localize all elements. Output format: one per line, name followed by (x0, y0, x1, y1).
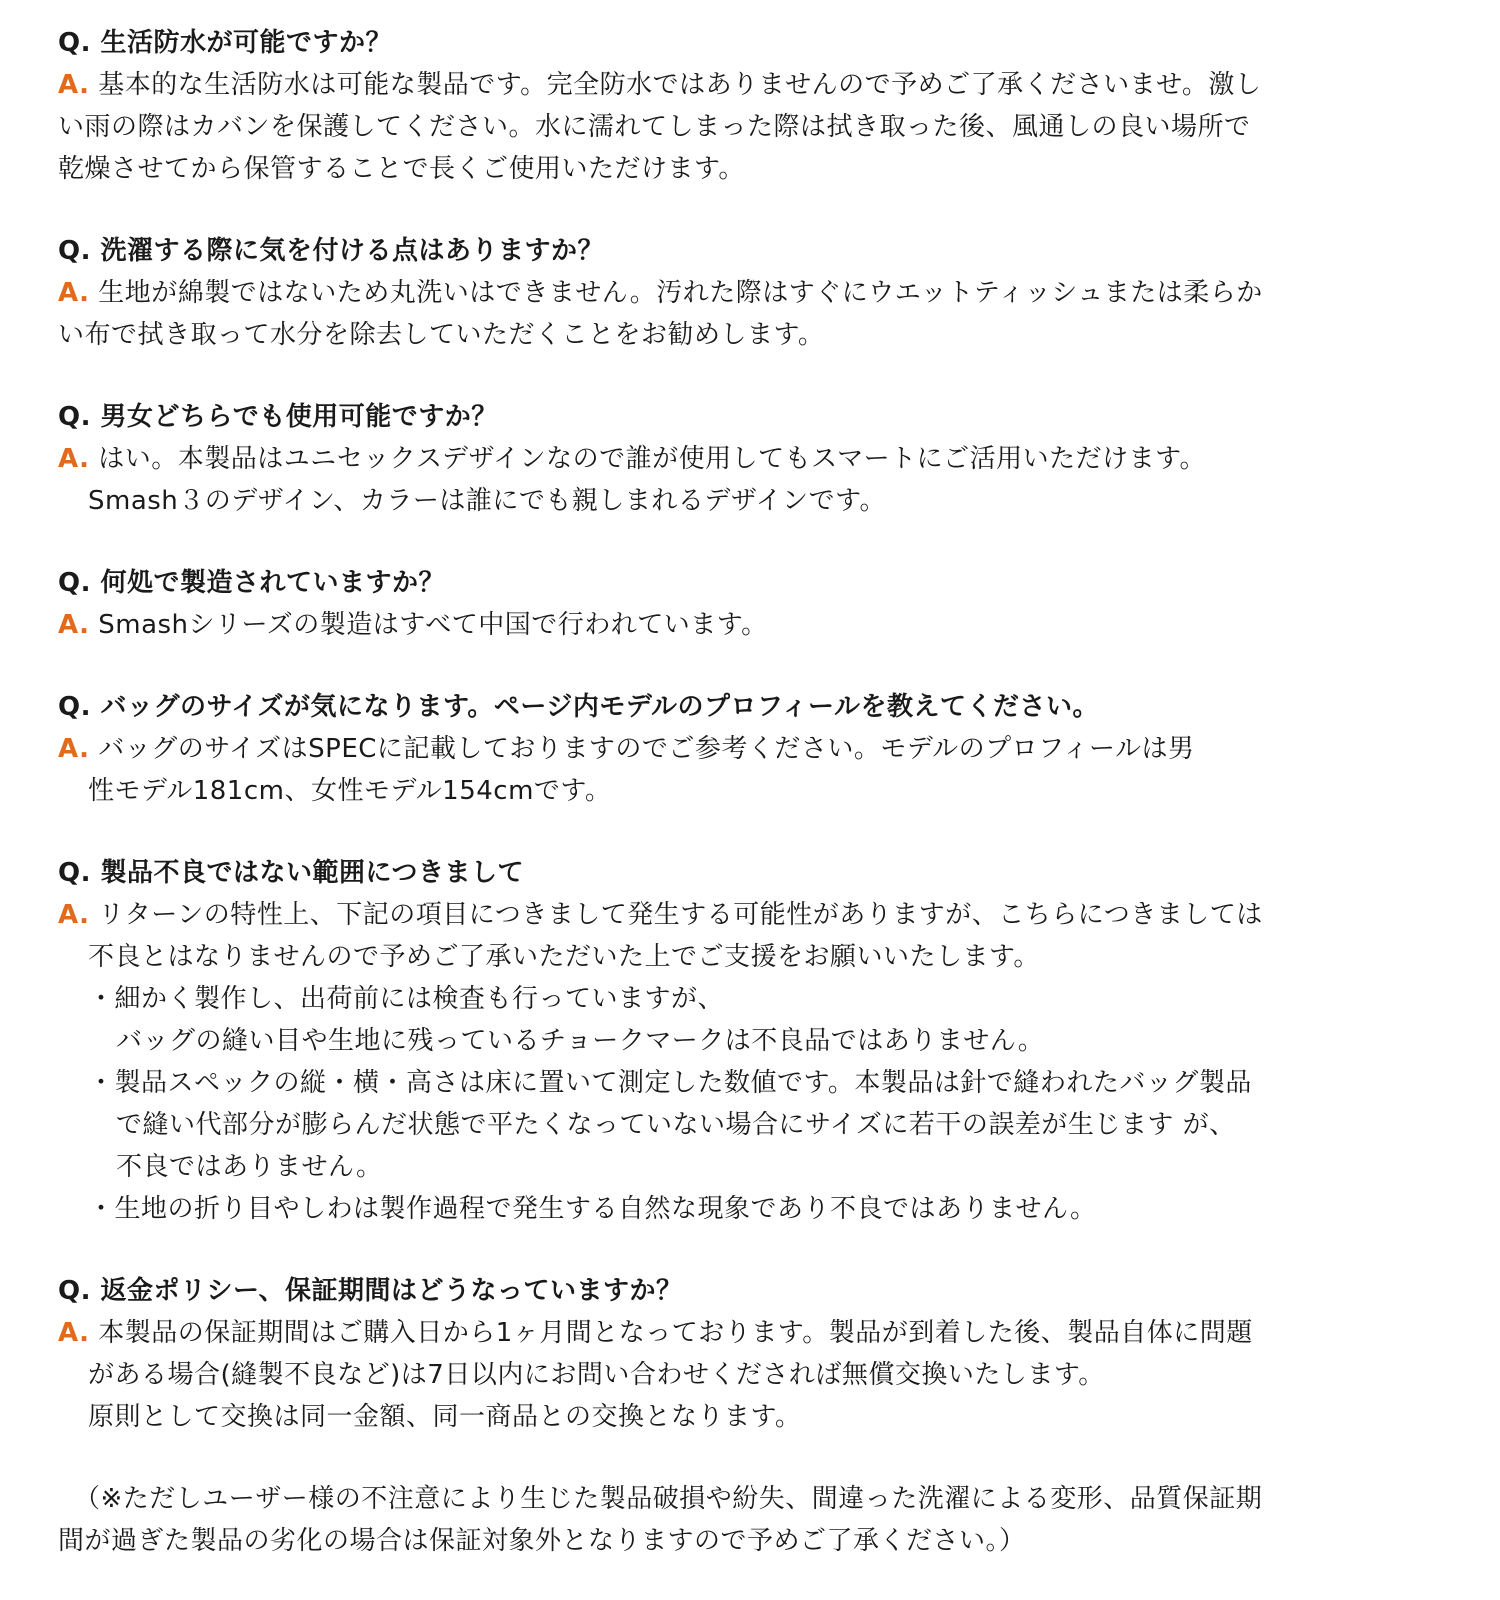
faq-item-waterproof (58, 22, 1428, 190)
faq-question: Q. 生活防水が可能ですか？ (58, 28, 393, 58)
answer-marker: A. (58, 734, 90, 764)
faq-item-manufacturing (58, 562, 1428, 646)
faq-question: Q. 返金ポリシー、保証期間はどうなっていますか？ (58, 1276, 683, 1306)
faq-answer: A. 本製品の保証期間はご購入日から1ヶ月間となっております。製品が到着した後、製品自体に問題 がある場合(縫製不良など)は7日以内にお問い合わせくだされば無償交換いたします。 原則として交換は同一金額、同一商品との交換となります。 (58, 1318, 1253, 1432)
bullet-item: ・製品スペックの縦・横・高さは床に置いて測定した数値です。本製品は針で縫われたバッグ製品 (88, 1068, 1252, 1098)
faq-item-refund (58, 1270, 1428, 1438)
faq-answer: A. Smashシリーズの製造はすべて中国で行われています。 (58, 610, 768, 640)
faq-question: Q. 何処で製造されていますか？ (58, 568, 446, 598)
answer-marker: A. (58, 70, 90, 100)
faq-item-defects (58, 852, 1428, 1230)
faq-item-washing (58, 230, 1428, 356)
warranty-note: （※ただしユーザー様の不注意により生じた製品破損や紛失、間違った洗濯による変形、品質保証期 間が過ぎた製品の劣化の場合は保証対象外となりますので予めご了承ください。） (58, 1484, 1263, 1556)
answer-marker: A. (58, 1318, 90, 1348)
faq-question: Q. 製品不良ではない範囲につきまして (58, 858, 525, 888)
faq-question: Q. 洗濯する際に気を付ける点はありますか？ (58, 236, 605, 266)
faq-item-unisex (58, 396, 1428, 522)
faq-answer: A. リターンの特性上、下記の項目につきまして発生する可能性がありますが、こちらにつきましては 不良とはなりませんので予めご了承いただいた上でご支援をお願いいたします。 ・細かく製作し、出荷前には検査も行っていますが、 バッグの縫い目や生地に残っているチョークマークは不良品ではありません。 ・製品スペックの縦・横・高さは床に置いて測定した数値です。本製品は針で縫われたバッグ製品 で縫い代部分が膨らんだ状態で平たくなっていない場合にサイズに若干の誤差が生じます が、 不良ではありません。 ・生地の折り目やしわは製作過程で発生する自然な現象であり不良ではありません。 (58, 894, 1428, 1230)
bullet-item: ・細かく製作し、出荷前には検査も行っていますが、 (88, 984, 725, 1014)
answer-marker: A. (58, 610, 90, 640)
faq-question: Q. バッグのサイズが気になります。ページ内モデルのプロフィールを教えてください。 (58, 692, 1099, 722)
faq-answer: A. はい。本製品はユニセックスデザインなので誰が使用してもスマートにご活用いただけます。 Smash３のデザイン、カラーは誰にでも親しまれるデザインです。 (58, 444, 1207, 516)
answer-marker: A. (58, 278, 90, 308)
faq-answer: A. バッグのサイズはSPECに記載しておりますのでご参考ください。モデルのプロフィールは男 性モデル181cm、女性モデル154cmです。 (58, 734, 1195, 806)
faq-answer: A. 基本的な生活防水は可能な製品です。完全防水ではありませんので予めご了承くださいませ。激し い雨の際はカバンを保護してください。水に濡れてしまった際は拭き取った後、風通しの良い場所で 乾燥させてから保管することで長くご使用いただけます。 (58, 70, 1262, 184)
answer-marker: A. (58, 444, 90, 474)
faq-list (58, 22, 1428, 1562)
answer-marker: A. (58, 900, 90, 930)
faq-answer: A. 生地が綿製ではないため丸洗いはできません。汚れた際はすぐにウエットティッシュまたは柔らか い布で拭き取って水分を除去していただくことをお勧めします。 (58, 278, 1263, 350)
faq-item-size (58, 686, 1428, 812)
faq-question: Q. 男女どちらでも使用可能ですか？ (58, 402, 498, 432)
bullet-item: ・生地の折り目やしわは製作過程で発生する自然な現象であり不良ではありません。 (88, 1194, 1097, 1224)
